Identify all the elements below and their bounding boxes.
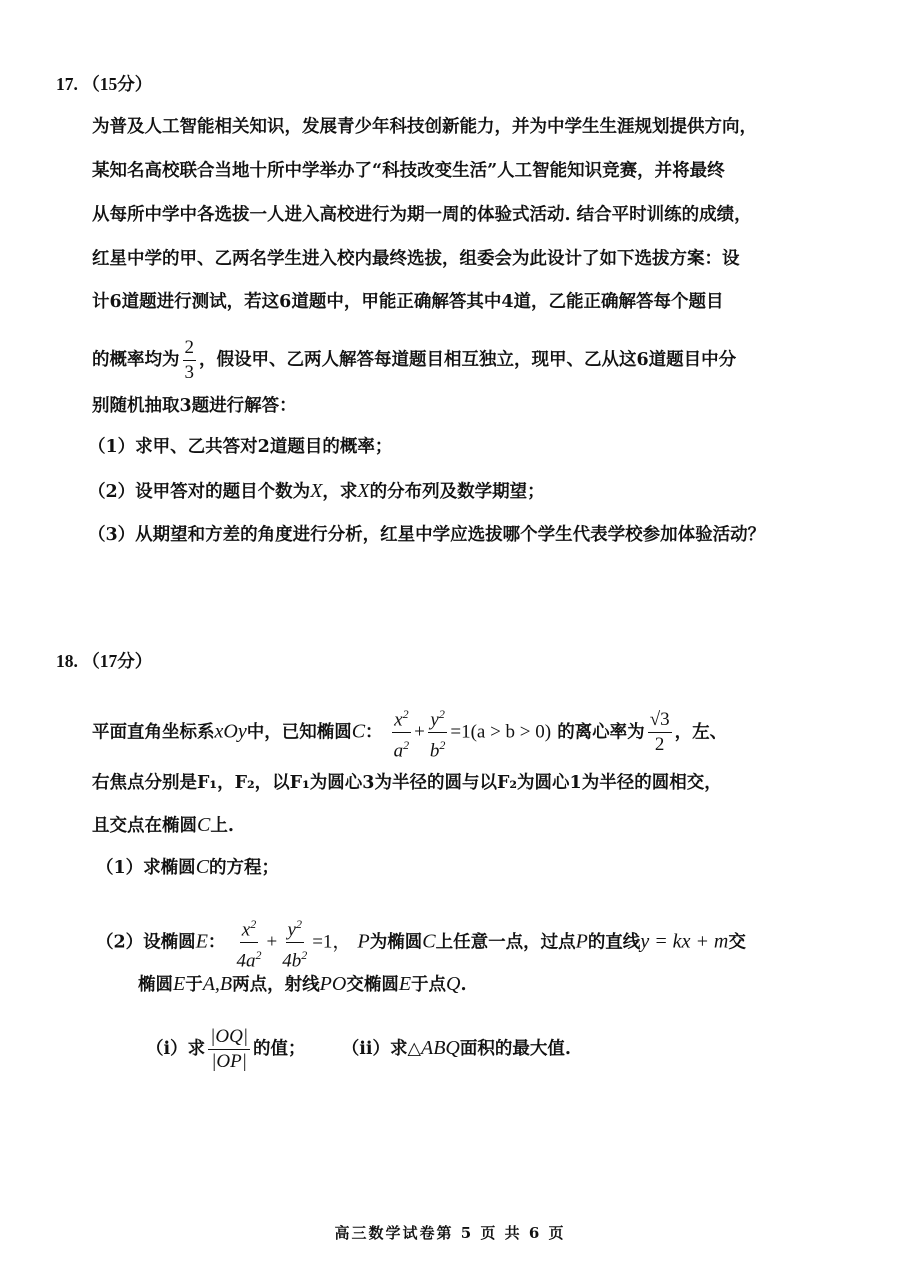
fraction-oq-op: $\frac{|OQ|}{|OP|}$	[210, 1026, 249, 1072]
fraction-y2-4b2: $\frac{y^2}{4b^2}$	[280, 912, 309, 974]
fraction-eccentricity: $\frac{√3}{2}$	[649, 709, 670, 756]
q17-header: 17. （15分）	[56, 74, 153, 94]
q18-sub-2-parts: （i）求 $\frac{|OQ|}{|OP|}$ 的值； （ii）求△ABQ面积的最大值.	[146, 1026, 571, 1072]
q17-line-5: 计6道题进行测试，若这6道题中，甲能正确解答其中4道，乙能正确解答每个题目	[92, 292, 724, 312]
q17-sub-1: （1）求甲、乙共答对2道题目的概率；	[88, 437, 393, 457]
q18-line-2: 右焦点分别是F₁，F₂，以F₁为圆心3为半径的圆与以F₂为圆心1为半径的圆相交，	[92, 773, 722, 793]
fraction-y2-b2: $\frac{y^2}{b^2}$	[428, 702, 448, 764]
fraction-x2-4a2: $\frac{x^2}{4a^2}$	[235, 912, 264, 974]
q18-sub-1: （1）求椭圆C的方程；	[96, 856, 280, 878]
q17-line-7: 别随机抽取3题进行解答：	[92, 396, 297, 416]
fraction-x2-a2: $\frac{x^2}{a^2}$	[392, 702, 412, 764]
fraction-two-thirds: $\frac{2}{3}$	[184, 337, 194, 383]
q17-line-2: 某知名高校联合当地十所中学举办了“科技改变生活”人工智能知识竞赛，并将最终	[92, 161, 725, 181]
page-footer: 高三数学试卷第 5 页 共 6 页	[334, 1224, 566, 1242]
q17-sub-2: （2）设甲答对的题目个数为X，求X的分布列及数学期望；	[88, 480, 545, 502]
q17-line-6: 的概率均为 $\frac{2}{3}$ ，假设甲、乙两人解答每道题目相互独立，现甲、乙从这6道题目中分	[92, 337, 737, 383]
q18-line-3: 且交点在椭圆C上.	[92, 814, 234, 836]
q17-line-4: 红星中学的甲、乙两名学生进入校内最终选拔，组委会为此设计了如下选拔方案：设	[92, 249, 740, 269]
q17-sub-3: （3）从期望和方差的角度进行分析，红星中学应选拔哪个学生代表学校参加体验活动？	[88, 525, 766, 545]
q17-line-3: 从每所中学中各选拔一人进入高校进行为期一周的体验式活动. 结合平时训练的成绩，	[92, 205, 752, 225]
q17-line-1: 为普及人工智能相关知识，发展青少年科技创新能力，并为中学生生涯规划提供方向，	[92, 117, 757, 137]
q18-sub-2-cont: 椭圆E于A,B两点，射线PO交椭圆E于点Q.	[138, 973, 467, 995]
q18-header: 18. （17分）	[56, 651, 153, 671]
q18-sub-2: （2）设椭圆E： $\frac{x^2}{4a^2}$ + $\frac{y^2}{4b^2}$ =1， P为椭圆C上任意一点，过点P的直线y = kx + m交	[96, 912, 746, 974]
q18-line-1: 平面直角坐标系xOy中，已知椭圆C： $\frac{x^2}{a^2}$ + $\frac{y^2}{b^2}$ =1(a > b > 0) 的离心率为 $\frac{√3}{2}$ ，左、	[92, 702, 727, 764]
